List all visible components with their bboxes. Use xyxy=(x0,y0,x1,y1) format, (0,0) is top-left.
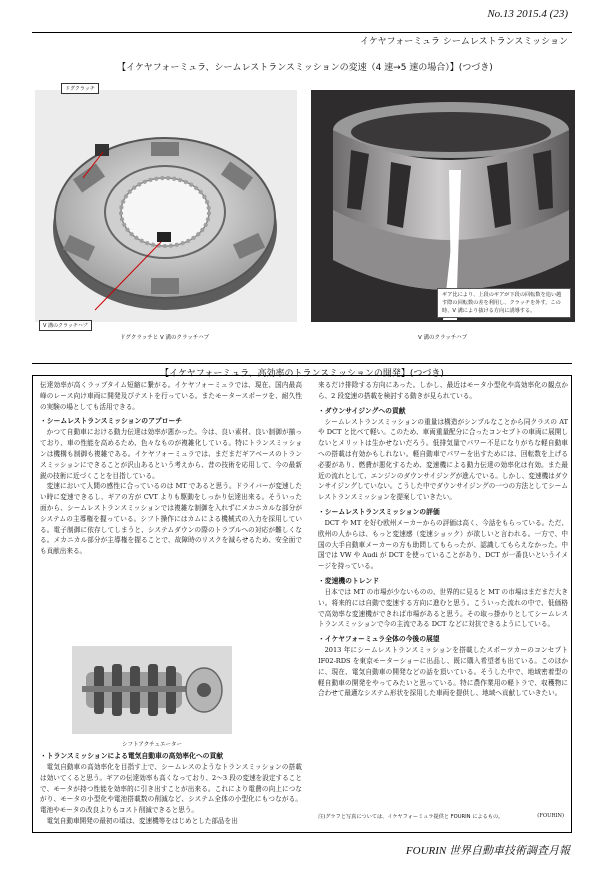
paragraph-ev-1: 電気自動車の高効率化を目指す上で、シームレスのようなトランスミッションの搭載は効いてくると思う。ギアの伝達効率も高くなっており、2～3 段の変速を設定することで、モータが持つ性能を効率的に引き出すことが出来る。これにより電費の向上につながり、モータの小型化や電池搭載数の削減など、システム全体の小型化にもつながる。電池やモータの改良よりもコスト削減できると思う。 xyxy=(40,763,302,815)
source-credit: (FOURIN) xyxy=(537,813,564,819)
paragraph-downsizing: シームレストランスミッションの重量は構造がシンプルなことから同クラスの AT や DCT と比べて軽い。このため、車両重量配分に合ったコンセプトの車両に展開しないとメリットは生かせないだろう。低排気量でパワー不足になりがちな軽自動車への搭載は有効かもしれない。軽自動車でパワーを出すためには、回転数を上げる必要があり、燃費が悪化するため、変速機による動力伝達の効率化は有効。また最近の流れとして、エンジンのダウンサイジングが進んでいる。しかし、変速機はダウンサイジングしていない。こうした中でダウンサイジングの一つの方法としてシームレストランスミッションを提案していきたい。 xyxy=(318,417,568,502)
right-column xyxy=(318,380,568,699)
heading-downsizing: ・ダウンサイジングへの貢献 xyxy=(318,406,406,415)
v-hub-photo xyxy=(311,90,575,322)
section-title: イケヤフォーミュラ シームレストランスミッション xyxy=(360,37,568,47)
heading-approach: ・シームレストランスミッションのアプローチ xyxy=(40,417,183,426)
dog-clutch-photo xyxy=(35,86,297,329)
dog-clutch-label: ドグクラッチ xyxy=(61,83,99,94)
paragraph-ev-2: 電気自動車開発の最初の頃は、変速機等をはじめとした部品を出 xyxy=(46,816,238,825)
paragraph-approach-1: かつて自動車における動力伝達は効率が悪かった。今は、良い素材、良い制御が揃っており、車の性能を高めるため、色々なものが複雑化している。特にトランスミッションは機構も制御も複雑である。イケヤフォーミュラでは、まだまだギアベースのトランスミッションにできることが沢山あるという考えから、昔の技術を応用して、今の最新鋭の技術に近づくことを目指している。 xyxy=(40,428,302,480)
v-hub-label: V 溝のクラッチハブ xyxy=(39,320,92,331)
figure-title: 【イケヤフォーミュラ、シームレストランスミッションの変速（4 速→5 速の場合）】(つづき) xyxy=(117,63,493,73)
right-intro: 来るだけ排除する方向にあった。しかし、最近はモータ小型化や高効率化の観点から、2 段変速の搭載を検討する動きが見られている。 xyxy=(318,381,568,400)
shift-actuator-caption: シフトアクチュエーター xyxy=(121,742,182,748)
left-column xyxy=(40,380,302,557)
left-column-lower xyxy=(40,751,302,827)
paragraph-trend: 日本では MT の市場が少ないものの、世界的に見ると MT の市場はまだまだ大きい。将来的には自動で変速する方向に進むと思う。こういった流れの中で、低価格で高効率な変速機ができれば市場があると思う。その取っ掛かりとしてシームレストランスミッションで今の主流である DCT などに対抗できるようにしている。 xyxy=(318,587,568,629)
heading-outlook: ・イケヤフォーミュラ全体の今後の展望 xyxy=(318,635,440,644)
section-heading-title: 【イケヤフォーミュラ、高効率のトランスミッションの開発】(つづき) xyxy=(160,369,444,379)
heading-ev-efficiency: ・トランスミッションによる電気自動車の高効率化への貢献 xyxy=(40,752,224,760)
gear-ratio-note: ギア比により、上段のギアが下段の回転数を追い越す際の回転数の差を利用し、クラッチを外す。この時、V 溝により抜ける方向に誘導する。 xyxy=(437,288,571,318)
heading-trend: ・変速機のトレンド xyxy=(318,576,380,585)
shift-actuator-illustration xyxy=(72,646,232,734)
footnote: 注)グラフと写真については、イケヤフォーミュラ提供と FOURIN によるもの。 xyxy=(318,814,504,820)
dog-clutch-illustration xyxy=(35,90,297,322)
paragraph-outlook: 2013 年にシームレストランスミッションを搭載したスポーツカーのコンセプト IF02-RDS を東京モーターショーに出品し、既に購入希望者も出ている。このほかに、現在、電気自動車の開発などの話を頂いている。そうした中で、地域密着型の軽自動車の開発をやってみたいと思っている。特に農作業用の軽トラで、収穫物に合わせて最適なシステム形状を採用した車両を提供し、地域へ貢献していきたい。 xyxy=(318,646,568,698)
paragraph-evaluation: DCT や MT を好む欧州メーカーからの評価は高く、今話をもらっている。ただ、欧州の人からは、もっと変速感（変速ショック）が欲しいと言われる。一方で、中国の大手自動車メーカーの方も助問してもらったが、認識してもらえなかった。中国では VW や Audi が DCT を使っていることがあり、DCT が一番良いというイメージを持っている。 xyxy=(318,518,568,571)
shift-actuator-photo xyxy=(72,646,232,734)
left-photo-caption: ドグクラッチと V 溝のクラッチハブ xyxy=(120,335,210,341)
left-intro: 伝達効率が高くラップタイム短縮に繋がる。イケヤフォーミュラでは、現在、国内最高峰のレース向け車両に開発及びテストを行っている。またモータースポーツを、耐久性の実験の場としても活用できる。 xyxy=(40,381,302,411)
header-rule xyxy=(32,32,572,33)
paragraph-approach-2: 変速において人間の感性に合っているのは MT であると思う。ドライバーが変速したい時に変速できるし、ギアの方が CVT よりも駆動をしっかり伝達出来る。そういった面から、シームレストランスミッションでは複雑な制御を入れずにメカニカルな部分がシステムの主導権を握っている。シフト操作にはカムによる機械式の入力を採用している。電子制御に依存してしまうと、システムダウンの際のトラブルへの対応が難しくなる。メカニカル部分が主導権を握ることで、故障時のリスクを減らせるため、安全面でも貢献出来る。 xyxy=(40,482,302,556)
right-photo-caption: V 溝のクラッチハブ xyxy=(418,335,468,341)
page-header xyxy=(0,0,610,48)
issue-number: No.13 2015.4 (23) xyxy=(487,8,568,20)
publisher-footer: FOURIN 世界自動車技術調査月報 xyxy=(405,845,570,857)
heading-evaluation: ・シームレストランスミッションの評価 xyxy=(318,507,440,516)
